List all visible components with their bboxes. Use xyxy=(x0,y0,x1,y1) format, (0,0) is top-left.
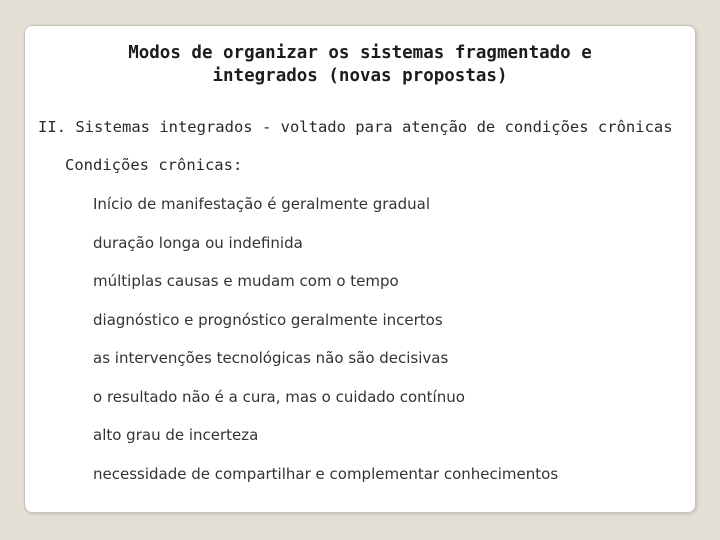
list-item: diagnóstico e prognóstico geralmente incertos xyxy=(93,310,443,329)
slide-title-line-1: Modos de organizar os sistemas fragmentado e xyxy=(128,43,592,63)
section-subheading: Condições crônicas: xyxy=(65,156,243,174)
list-item: duração longa ou indefinida xyxy=(93,233,303,252)
list-item: necessidade de compartilhar e complementar conhecimentos xyxy=(93,464,559,483)
list-item: o resultado não é a cura, mas o cuidado contínuo xyxy=(93,387,465,406)
list-item: múltiplas causas e mudam com o tempo xyxy=(93,272,399,290)
slide-title-line-2: integrados (novas propostas) xyxy=(212,66,508,86)
list-item: as intervenções tecnológicas não são decisivas xyxy=(93,349,449,367)
list-item: alto grau de incerteza xyxy=(93,426,259,444)
conditions-list xyxy=(93,194,558,502)
slide-title xyxy=(0,42,720,88)
section-heading: II. Sistemas integrados - voltado para atenção de condições crônicas xyxy=(38,118,673,136)
list-item: Início de manifestação é geralmente gradual xyxy=(93,195,431,213)
